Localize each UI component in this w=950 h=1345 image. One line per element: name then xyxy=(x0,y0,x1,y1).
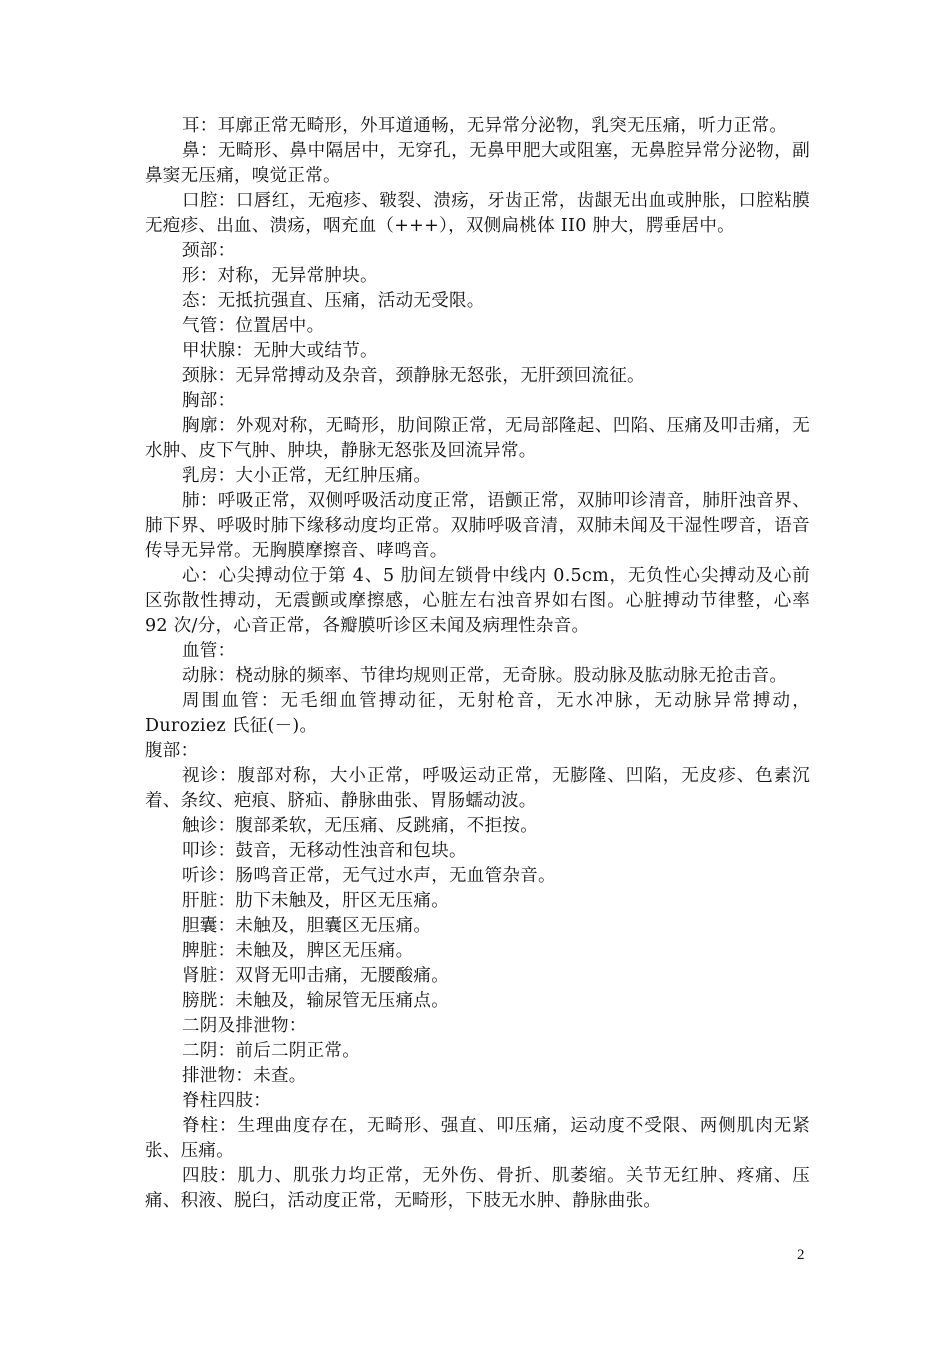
document-body xyxy=(145,114,810,1214)
paragraph: 周围血管：无毛细血管搏动征，无射枪音，无水冲脉，无动脉异常搏动，Duroziez 氏征(－)。 xyxy=(145,691,810,736)
paragraph: 胆囊：未触及，胆囊区无压痛。 xyxy=(182,916,432,936)
paragraph: 脾脏：未触及，脾区无压痛。 xyxy=(182,941,414,961)
paragraph: 甲状腺：无肿大或结节。 xyxy=(182,341,378,361)
paragraph: 胸廓：外观对称，无畸形，肋间隙正常，无局部隆起、凹陷、压痛及叩击痛，无水肿、皮下气肿、肿块，静脉无怒张及回流异常。 xyxy=(145,416,810,461)
paragraph: 听诊：肠鸣音正常，无气过水声，无血管杂音。 xyxy=(182,866,556,886)
paragraph: 乳房：大小正常，无红肿压痛。 xyxy=(182,466,432,486)
paragraph: 触诊：腹部柔软，无压痛、反跳痛，不拒按。 xyxy=(182,816,538,836)
paragraph: 肝脏：肋下未触及，肝区无压痛。 xyxy=(182,891,449,911)
paragraph: 膀胱：未触及，输尿管无压痛点。 xyxy=(182,991,449,1011)
paragraph: 耳：耳廓正常无畸形，外耳道通畅，无异常分泌物，乳突无压痛，听力正常。 xyxy=(182,116,788,136)
paragraph: 胸部： xyxy=(182,391,236,411)
paragraph: 形：对称，无异常肿块。 xyxy=(182,266,378,286)
paragraph: 鼻：无畸形、鼻中隔居中，无穿孔，无鼻甲肥大或阻塞，无鼻腔异常分泌物，副鼻窦无压痛，嗅觉正常。 xyxy=(145,141,810,186)
paragraph: 视诊：腹部对称，大小正常，呼吸运动正常，无膨隆、凹陷，无皮疹、色素沉着、条纹、疤痕、脐疝、静脉曲张、胃肠蠕动波。 xyxy=(145,766,810,811)
paragraph: 口腔：口唇红，无疱疹、皲裂、溃疡，牙齿正常，齿龈无出血或肿胀，口腔粘膜无疱疹、出血、溃疡，咽充血（+++），双侧扁桃体 II0 肿大，腭垂居中。 xyxy=(145,191,810,236)
paragraph: 颈部： xyxy=(182,241,236,261)
paragraph: 血管： xyxy=(182,641,236,661)
paragraph: 心：心尖搏动位于第 4、5 肋间左锁骨中线内 0.5cm，无负性心尖搏动及心前区弥散性搏动，无震颤或摩擦感，心脏左右浊音界如右图。心脏搏动节律整，心率 92 次/分，心音正常，各瓣膜听诊区未闻及病理性杂音。 xyxy=(145,566,810,636)
paragraph: 态：无抵抗强直、压痛，活动无受限。 xyxy=(182,291,485,311)
paragraph: 腹部： xyxy=(145,741,199,761)
paragraph: 二阴及排泄物： xyxy=(182,1016,307,1036)
paragraph: 叩诊：鼓音，无移动性浊音和包块。 xyxy=(182,841,467,861)
paragraph: 肾脏：双肾无叩击痛，无腰酸痛。 xyxy=(182,966,449,986)
paragraph: 气管：位置居中。 xyxy=(182,316,325,336)
paragraph: 脊柱：生理曲度存在，无畸形、强直、叩压痛，运动度不受限、两侧肌肉无紧张、压痛。 xyxy=(145,1116,810,1161)
paragraph: 脊柱四肢： xyxy=(182,1091,271,1111)
paragraph: 二阴：前后二阴正常。 xyxy=(182,1041,360,1061)
paragraph: 四肢：肌力、肌张力均正常，无外伤、骨折、肌萎缩。关节无红肿、疼痛、压痛、积液、脱臼，活动度正常，无畸形，下肢无水肿、静脉曲张。 xyxy=(145,1166,810,1211)
paragraph: 动脉：桡动脉的频率、节律均规则正常，无奇脉。股动脉及肱动脉无抢击音。 xyxy=(182,666,788,686)
paragraph: 肺：呼吸正常，双侧呼吸活动度正常，语颤正常，双肺叩诊清音，肺肝浊音界、肺下界、呼吸时肺下缘移动度均正常。双肺呼吸音清，双肺未闻及干湿性啰音，语音传导无异常。无胸膜摩擦音、哮鸣音。 xyxy=(145,491,810,561)
paragraph: 颈脉：无异常搏动及杂音，颈静脉无怒张，无肝颈回流征。 xyxy=(182,366,645,386)
paragraph: 排泄物：未查。 xyxy=(182,1066,307,1086)
page-number: 2 xyxy=(797,1247,805,1263)
